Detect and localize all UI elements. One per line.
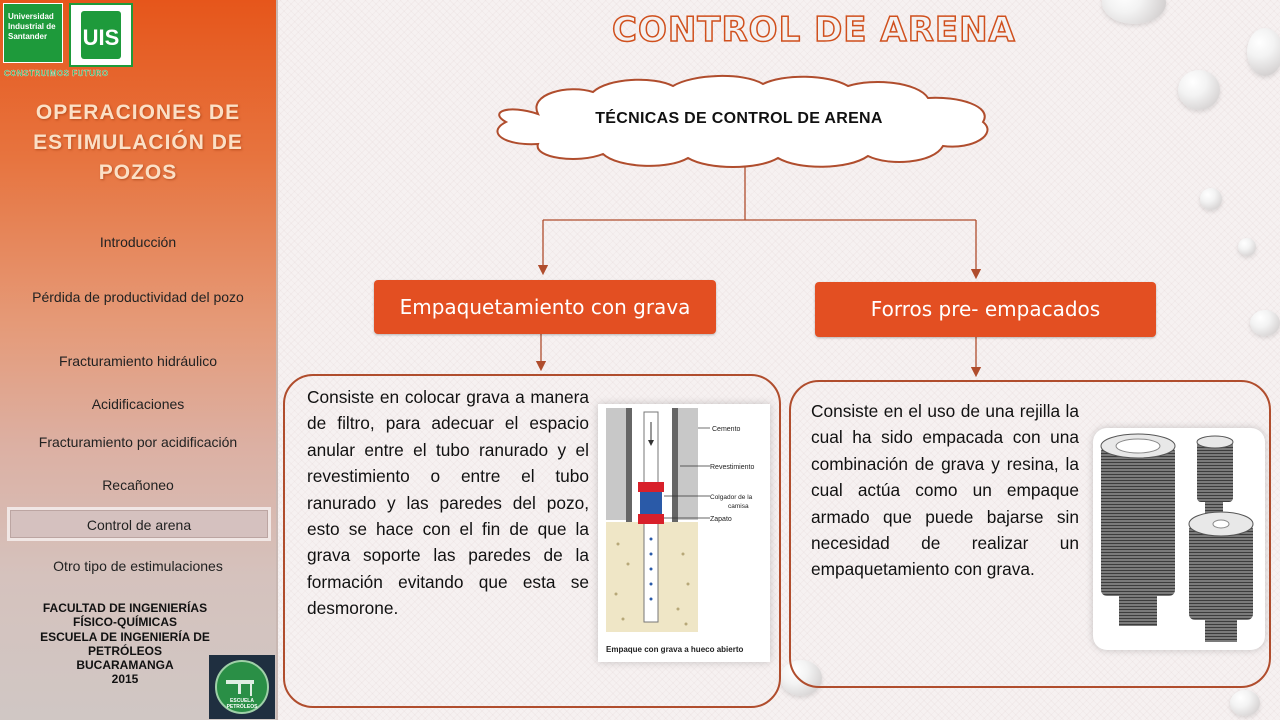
faculty-info bbox=[10, 601, 240, 687]
faculty-line: FÍSICO-QUÍMICAS bbox=[73, 615, 177, 630]
page-title: CONTROL DE ARENA bbox=[612, 10, 1016, 50]
faculty-line: PETRÓLEOS bbox=[87, 643, 162, 658]
nav-item-otro-tipo-estimulaciones[interactable]: Otro tipo de estimulaciones bbox=[53, 558, 223, 574]
svg-text:PETRÓLEOS: PETRÓLEOS bbox=[226, 704, 258, 710]
svg-text:UIS: UIS bbox=[82, 25, 120, 50]
svg-text:Zapato: Zapato bbox=[710, 516, 732, 523]
pumpjack-logo-icon bbox=[212, 658, 272, 716]
heading-empaquetamiento-grava: Empaquetamiento con grava bbox=[374, 280, 716, 334]
sidebar-title: OPERACIONES DE ESTIMULACIÓN DE POZOS bbox=[33, 101, 243, 184]
water-droplet bbox=[1238, 238, 1256, 256]
heading-forros-preempacados: Forros pre- empacados bbox=[815, 282, 1156, 337]
petroleum-school-badge bbox=[209, 655, 275, 719]
faculty-line: FACULTAD DE INGENIERÍAS bbox=[42, 601, 208, 615]
prepacked-screen-photo bbox=[1093, 428, 1265, 650]
svg-text:Cemento: Cemento bbox=[712, 426, 741, 433]
university-logo bbox=[3, 3, 63, 63]
faculty-line: ESCUELA DE INGENIERÍA DE bbox=[40, 629, 210, 644]
faculty-line: 2015 bbox=[111, 672, 139, 687]
nav-item-perdida-productividad[interactable]: Pérdida de productividad del pozo bbox=[32, 289, 244, 305]
sidebar bbox=[0, 0, 278, 720]
tagline: CONSTRUIMOS FUTURO bbox=[4, 69, 109, 78]
svg-text:Empaque con grava a hueco abie: Empaque con grava a hueco abierto bbox=[606, 645, 744, 654]
nav-item-introduccion[interactable]: Introducción bbox=[99, 234, 177, 250]
nav-item-fracturamiento-hidraulico[interactable]: Fracturamiento hidráulico bbox=[59, 353, 217, 369]
water-droplet bbox=[1230, 690, 1260, 716]
svg-text:ESCUELA: ESCUELA bbox=[230, 698, 254, 704]
water-droplet bbox=[1247, 28, 1280, 76]
uis-mark-icon bbox=[77, 9, 125, 61]
left-description-text: Consiste en colocar grava a manera de filtro, para adecuar el espacio anular entre el tubo ranurado y el revestimiento o entre el tubo ranurado y las paredes del pozo, esto se hace con el fin de que la grava soporte las paredes de la formación evitando que esta se desmorone. bbox=[307, 387, 589, 619]
gravel-pack-figure bbox=[598, 404, 770, 662]
gravel-pack-diagram-icon bbox=[598, 404, 770, 662]
svg-text:Revestimiento: Revestimiento bbox=[710, 464, 755, 471]
right-description-text: Consiste en el uso de una rejilla la cual ha sido empacada con una combinación de grava y resina, la cual actúa como un empaque armado que puede bajarse sin necesidad de realizar un empaquetamiento con grava. bbox=[811, 401, 1079, 580]
nav-item-control-de-arena[interactable]: Control de arena bbox=[10, 510, 268, 538]
nav-item-acidificaciones[interactable]: Acidificaciones bbox=[91, 396, 185, 412]
water-droplet bbox=[1200, 188, 1222, 210]
svg-text:camisa: camisa bbox=[728, 503, 749, 510]
prepacked-screen-icon bbox=[1093, 428, 1265, 650]
nav-item-recanoneo[interactable]: Recañoneo bbox=[102, 477, 174, 493]
cloud-label: TÉCNICAS DE CONTROL DE ARENA bbox=[595, 110, 883, 127]
svg-text:Colgador de la: Colgador de la bbox=[710, 494, 753, 501]
faculty-line: BUCARAMANGA bbox=[76, 658, 174, 673]
uis-mark-logo bbox=[69, 3, 133, 67]
water-droplet bbox=[1250, 310, 1280, 336]
water-droplet bbox=[1178, 70, 1220, 110]
university-logo-text: Universidad Industrial de Santander bbox=[8, 12, 56, 41]
nav-item-fracturamiento-acidificacion[interactable]: Fracturamiento por acidificación bbox=[38, 434, 238, 450]
